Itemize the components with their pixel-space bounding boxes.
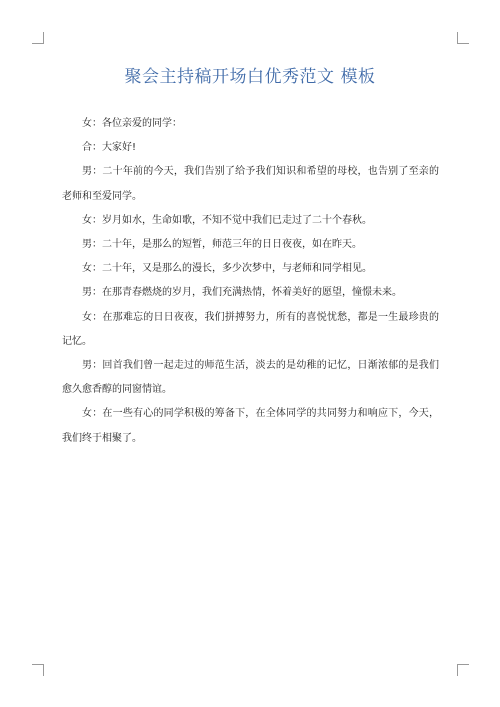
paragraph: 男：二十年，是那么的短暂，师范三年的日日夜夜，如在昨天。 bbox=[82, 239, 362, 251]
crop-mark-bottom-left bbox=[32, 664, 44, 676]
paragraph: 女：二十年，又是那么的漫长，多少次梦中，与老师和同学相见。 bbox=[82, 263, 372, 275]
crop-mark-top-left bbox=[32, 32, 44, 44]
paragraph: 女：在一些有心的同学积极的筹备下，在全体同学的共同努力和响应下，今天，我们终于相聚了。 bbox=[62, 408, 439, 444]
paragraph: 女：各位亲爱的同学： bbox=[82, 118, 182, 129]
paragraph: 男：在那青春燃烧的岁月，我们充满热情，怀着美好的愿望，憧憬未来。 bbox=[82, 287, 402, 299]
crop-mark-bottom-right bbox=[457, 664, 469, 676]
paragraph: 男：二十年前的今天，我们告别了给予我们知识和希望的母校，也告别了至亲的老师和至爱同学。 bbox=[62, 166, 439, 202]
paragraph: 合：大家好! bbox=[82, 142, 137, 154]
paragraph: 男：回首我们曾一起走过的师范生活，淡去的是幼稚的记忆，日渐浓郁的是我们愈久愈香醇的同窗情谊。 bbox=[62, 360, 439, 396]
document-body bbox=[62, 112, 439, 451]
document-title: 聚会主持稿开场白优秀范文 模板 bbox=[124, 67, 376, 87]
crop-mark-top-right bbox=[457, 32, 469, 44]
paragraph: 女：岁月如水，生命如歌，不知不觉中我们已走过了二十个春秋。 bbox=[82, 214, 372, 226]
paragraph: 女：在那难忘的日日夜夜，我们拼搏努力，所有的喜悦忧愁，都是一生最珍贵的记忆。 bbox=[62, 311, 439, 347]
